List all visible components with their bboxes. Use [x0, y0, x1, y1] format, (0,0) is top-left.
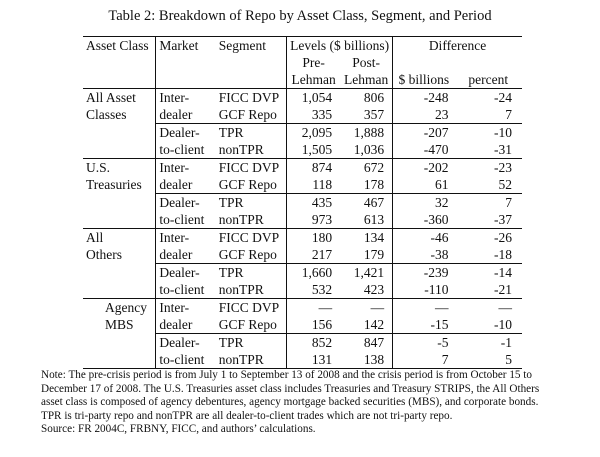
pre-lehman-cell: 1,660 [301, 265, 333, 280]
market-cell: to-client [156, 281, 216, 299]
table-row [83, 194, 522, 212]
segment-cell: TPR [216, 194, 287, 212]
diff-percent-cell: -10 [494, 125, 512, 140]
diff-billions-cell: -38 [393, 246, 455, 264]
note-source: Source: FR 2004C, FRBNY, FICC, and authors’ calculations. [41, 423, 316, 435]
post-lehman-cell: 423 [340, 281, 393, 299]
diff-percent-cell: 5 [454, 351, 522, 369]
market-cell: to-client [156, 141, 216, 159]
header-market: Market [156, 37, 216, 55]
table-row [83, 106, 522, 124]
header-pre-line1: Pre- [302, 55, 325, 70]
pre-lehman-cell: 118 [287, 176, 340, 194]
post-lehman-cell: 1,888 [340, 124, 393, 142]
post-lehman-cell: 847 [340, 334, 393, 352]
header-pre-line2: Lehman [287, 71, 340, 89]
table-row [83, 351, 522, 369]
diff-billions-cell: 61 [393, 176, 455, 194]
post-lehman-cell: 806 [340, 89, 393, 107]
diff-percent-cell: -37 [454, 211, 522, 229]
diff-percent-cell: 7 [505, 195, 512, 210]
table-row [83, 141, 522, 159]
market-cell: Dealer- [159, 195, 200, 210]
table-row [83, 124, 522, 142]
header-post-line2: Lehman [340, 71, 393, 89]
market-cell: Dealer- [159, 265, 200, 280]
post-lehman-cell: — [340, 299, 393, 317]
table-row [83, 176, 522, 194]
asset-class-label: Treasuries [83, 176, 156, 194]
pre-lehman-cell: 2,095 [301, 125, 333, 140]
diff-percent-cell: — [498, 300, 512, 315]
pre-lehman-cell: 1,054 [301, 90, 333, 105]
diff-billions-cell: -46 [430, 230, 449, 245]
asset-class-label: Agency [83, 299, 156, 317]
table-row [83, 299, 522, 317]
segment-cell: GCF Repo [216, 316, 287, 334]
post-lehman-cell: 1,421 [340, 264, 393, 282]
header-asset-class: Asset Class [83, 37, 156, 55]
table-row [83, 334, 522, 352]
segment-cell: TPR [216, 124, 287, 142]
diff-billions-cell: 32 [434, 195, 449, 210]
diff-percent-cell: -26 [494, 230, 512, 245]
header-levels: Levels ($ billions) [287, 37, 393, 55]
diff-billions-cell: 7 [393, 351, 455, 369]
diff-percent-cell: -23 [494, 160, 512, 175]
note-text: Note: The pre-crisis period is from July 1 to September 13 of 2008 and the crisis period is from October 15 to December 17 of 2008. The U.S. Treasuries asset class includes Treasuries and Treasury STRIPS, the All Others asset class is composed of agency debentures, agency mortgage backed securities (MBS), and corporate bonds. TPR is tri-party repo and nonTPR are all dealer-to-client trades which are not tri-party repo. [41, 369, 540, 422]
market-cell: Inter- [159, 90, 190, 105]
table-row [83, 229, 522, 247]
pre-lehman-cell: 1,505 [287, 141, 340, 159]
diff-billions-cell: -470 [393, 141, 455, 159]
diff-percent-cell: -18 [454, 246, 522, 264]
diff-percent-cell: -1 [500, 335, 512, 350]
pre-lehman-cell: 335 [287, 106, 340, 124]
pre-lehman-cell: — [318, 300, 333, 315]
table-row [83, 316, 522, 334]
table-row [83, 159, 522, 177]
table-note [41, 369, 561, 437]
header-segment: Segment [216, 37, 287, 55]
segment-cell: TPR [216, 334, 287, 352]
table-row [83, 89, 522, 107]
table-row [83, 281, 522, 299]
market-cell: Dealer- [159, 335, 200, 350]
market-cell: dealer [156, 106, 216, 124]
diff-percent-cell: -10 [454, 316, 522, 334]
header-billions: $ billions [393, 71, 455, 89]
pre-lehman-cell: 435 [311, 195, 333, 210]
asset-class-label: All [83, 229, 156, 247]
pre-lehman-cell: 180 [311, 230, 333, 245]
segment-cell: FICC DVP [216, 89, 287, 107]
market-cell: dealer [156, 176, 216, 194]
segment-cell: FICC DVP [216, 159, 287, 177]
pre-lehman-cell: 874 [311, 160, 333, 175]
segment-cell: nonTPR [216, 211, 287, 229]
market-cell: to-client [156, 211, 216, 229]
table-row [83, 246, 522, 264]
diff-billions-cell: -15 [393, 316, 455, 334]
header-percent: percent [454, 71, 522, 89]
asset-class-label: Classes [83, 106, 156, 124]
header-difference: Difference [393, 37, 522, 55]
diff-billions-cell: — [434, 300, 449, 315]
segment-cell: GCF Repo [216, 106, 287, 124]
pre-lehman-cell: 973 [287, 211, 340, 229]
diff-percent-cell: -31 [454, 141, 522, 159]
post-lehman-cell: 672 [340, 159, 393, 177]
table-caption: Table 2: Breakdown of Repo by Asset Class, Segment, and Period [108, 8, 492, 24]
market-cell: dealer [156, 246, 216, 264]
post-lehman-cell: 134 [340, 229, 393, 247]
market-cell: Dealer- [159, 125, 200, 140]
table-row [83, 211, 522, 229]
market-cell: Inter- [159, 300, 190, 315]
diff-billions-cell: 23 [393, 106, 455, 124]
diff-percent-cell: -14 [494, 265, 512, 280]
diff-billions-cell: -202 [423, 160, 449, 175]
diff-billions-cell: -110 [393, 281, 455, 299]
post-lehman-cell: 613 [340, 211, 393, 229]
diff-percent-cell: 7 [454, 106, 522, 124]
pre-lehman-cell: 217 [287, 246, 340, 264]
pre-lehman-cell: 532 [287, 281, 340, 299]
segment-cell: GCF Repo [216, 176, 287, 194]
post-lehman-cell: 142 [340, 316, 393, 334]
header-post-line1: Post- [340, 54, 393, 71]
post-lehman-cell: 1,036 [340, 141, 393, 159]
diff-percent-cell: -21 [454, 281, 522, 299]
post-lehman-cell: 357 [340, 106, 393, 124]
segment-cell: FICC DVP [216, 229, 287, 247]
asset-class-label: U.S. [83, 159, 156, 177]
segment-cell: GCF Repo [216, 246, 287, 264]
table-row [83, 264, 522, 282]
market-cell: Inter- [159, 160, 190, 175]
market-cell: dealer [156, 316, 216, 334]
asset-class-label: All Asset [83, 89, 156, 107]
diff-billions-cell: -207 [423, 125, 449, 140]
post-lehman-cell: 178 [340, 176, 393, 194]
segment-cell: FICC DVP [216, 299, 287, 317]
diff-billions-cell: -239 [423, 265, 449, 280]
diff-billions-cell: -5 [437, 335, 449, 350]
pre-lehman-cell: 852 [311, 335, 333, 350]
diff-billions-cell: -248 [423, 90, 449, 105]
market-cell: to-client [156, 351, 216, 369]
pre-lehman-cell: 156 [287, 316, 340, 334]
asset-class-label: Others [83, 246, 156, 264]
repo-breakdown-table [83, 36, 522, 369]
post-lehman-cell: 179 [340, 246, 393, 264]
asset-class-label: MBS [83, 316, 156, 334]
post-lehman-cell: 467 [340, 194, 393, 212]
diff-billions-cell: -360 [393, 211, 455, 229]
diff-percent-cell: -24 [494, 90, 512, 105]
segment-cell: TPR [216, 264, 287, 282]
diff-percent-cell: 52 [454, 176, 522, 194]
post-lehman-cell: 138 [340, 351, 393, 369]
segment-cell: nonTPR [216, 281, 287, 299]
market-cell: Inter- [159, 230, 190, 245]
segment-cell: nonTPR [216, 351, 287, 369]
pre-lehman-cell: 131 [287, 351, 340, 369]
segment-cell: nonTPR [216, 141, 287, 159]
table-body [83, 89, 522, 369]
